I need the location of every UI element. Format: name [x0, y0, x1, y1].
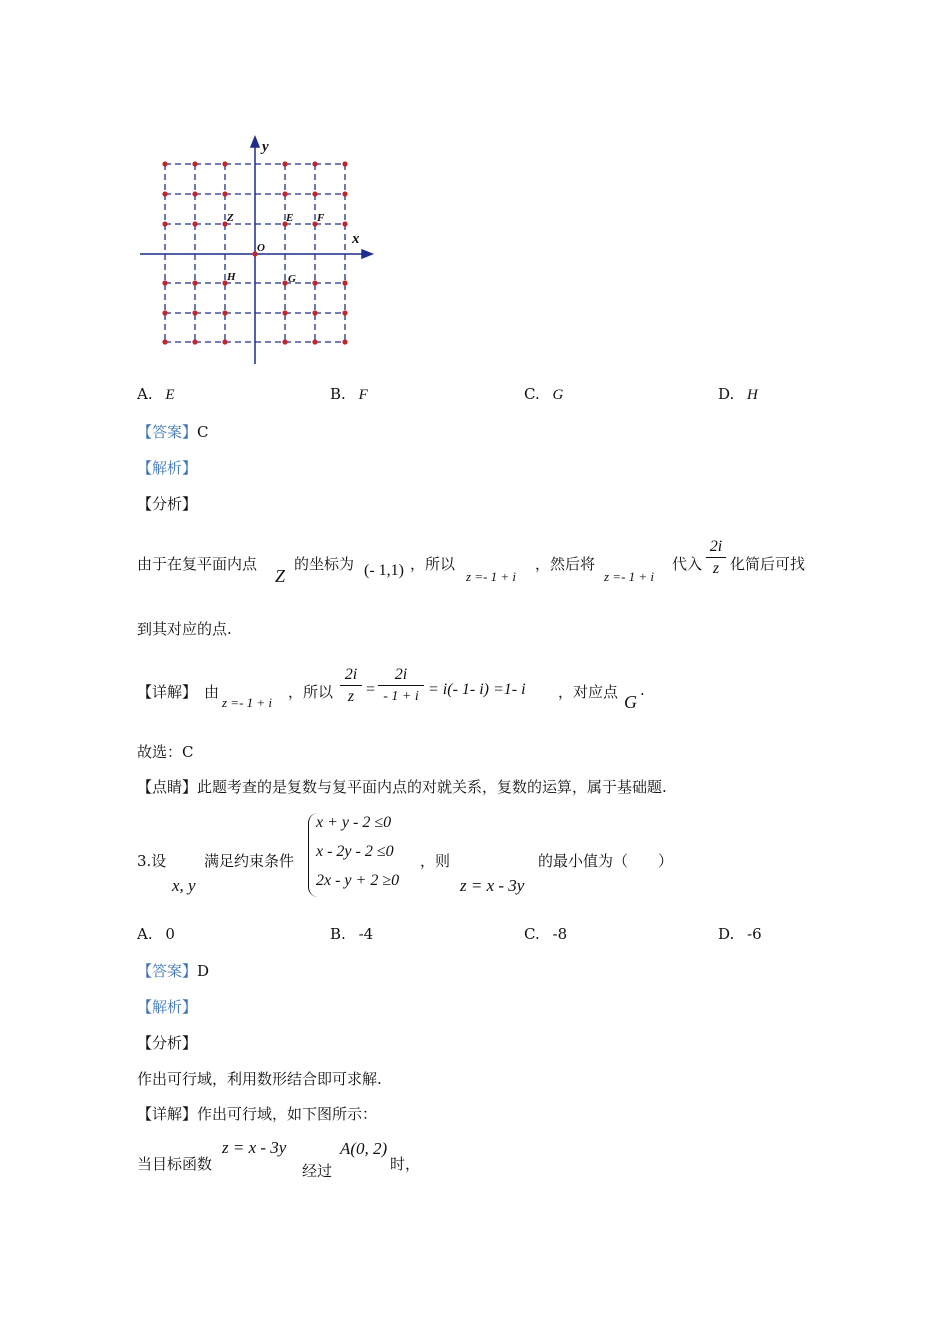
q3-last-z: z = x - 3y: [222, 1138, 287, 1157]
point-label-z: Z: [227, 212, 234, 224]
q2-analysis-tag: 【解析】: [137, 459, 198, 477]
lattice-dot: [192, 339, 197, 344]
q2-z-eq: z =- 1 + i: [466, 569, 517, 584]
q3-z-expr: z = x - 3y: [460, 876, 525, 895]
lattice-dot: [312, 280, 317, 285]
q3-stem-mid: 满足约束条件: [204, 852, 295, 870]
fraction-numerator: 2i: [709, 538, 723, 555]
y-axis-arrow: [251, 137, 259, 147]
detail-tag: 【详解】: [137, 1105, 198, 1123]
point-label-f: F: [317, 212, 325, 224]
q3-last-text-3: 时，: [390, 1155, 421, 1173]
x-axis-arrow: [362, 250, 372, 258]
q2-analysis-line-2: 到其对应的点.: [137, 620, 232, 638]
q3-analysis-tag: 【解析】: [137, 998, 198, 1016]
q2-z-point: Z: [275, 566, 286, 586]
q3-option-b: [330, 925, 373, 943]
lattice-dot: [312, 161, 317, 166]
option-letter: C.: [524, 925, 540, 943]
option-value: -6: [747, 925, 762, 943]
q3-fenxi-tag: 【分析】: [137, 1034, 198, 1052]
q2-analysis-text-4: ，然后将: [535, 555, 596, 573]
q2-analysis-text-6: 化简后可找: [730, 555, 806, 573]
q2-detail-text-3: ，对应点: [558, 683, 619, 701]
lattice-dot: [282, 310, 287, 315]
q2-answer: [137, 421, 209, 442]
q2-detail-z-eq: z =- 1 + i: [222, 695, 273, 710]
lattice-dot: [342, 161, 347, 166]
point-label-h: H: [227, 271, 236, 283]
point-label-g: G: [288, 273, 296, 285]
axes: [140, 137, 372, 364]
lattice-dot: [342, 191, 347, 196]
q2-analysis-text-5: 代入: [672, 555, 703, 573]
answer-value: C: [197, 423, 209, 441]
q3-answer: [137, 960, 209, 981]
q3-detail: [137, 1103, 377, 1124]
q3-option-c: [524, 925, 567, 943]
option-value: H: [747, 387, 758, 403]
q3-stem-number: 3.设: [137, 852, 167, 870]
lattice-dot: [192, 221, 197, 226]
lattice-dot: [312, 191, 317, 196]
lattice-dot: [162, 339, 167, 344]
q3-comma-then: ，则: [420, 852, 451, 870]
q2-analysis-text-3: ，所以: [410, 555, 456, 573]
fraction-bar: [706, 557, 726, 558]
answer-value: D: [197, 962, 210, 980]
lattice-dot: [342, 310, 347, 315]
complex-plane-figure: [130, 128, 390, 373]
fraction-numerator: 2i: [394, 666, 408, 683]
fraction-numerator: 2i: [344, 666, 358, 683]
q2-detail-text-1: 由: [204, 683, 220, 701]
option-value: -4: [358, 925, 374, 943]
q3-option-a: [137, 925, 175, 943]
option-value: -8: [552, 925, 568, 943]
lattice-dot: [162, 280, 167, 285]
q2-option-d: [718, 385, 758, 404]
lattice-dot: [282, 339, 287, 344]
lattice-dot: [312, 339, 317, 344]
lattice-dot: [222, 161, 227, 166]
y-axis-label: y: [262, 139, 269, 155]
origin-label: O: [257, 242, 265, 254]
fraction-denominator: z: [347, 688, 355, 705]
fraction-bar: [378, 685, 424, 686]
option-letter: D.: [718, 925, 735, 943]
answer-tag: 【答案】: [137, 423, 198, 441]
lattice-dot: [342, 221, 347, 226]
lattice-dot: [162, 310, 167, 315]
lattice-dot: [282, 280, 287, 285]
q3-stem-end: 的最小值为（ ）: [538, 852, 674, 870]
lattice-dot: [192, 310, 197, 315]
fraction-denominator: - 1 + i: [383, 689, 419, 704]
lattice-dot: [192, 161, 197, 166]
detail-text: 作出可行域，如下图所示：: [197, 1105, 378, 1123]
dianjing-tag: 【点睛】: [137, 778, 198, 796]
lattice-dot: [162, 191, 167, 196]
option-letter: C.: [524, 385, 540, 403]
q3-last-text-1: 当目标函数: [137, 1155, 213, 1173]
q2-option-c: [524, 385, 563, 404]
point-label-e: E: [286, 212, 294, 224]
q3-constraint-2: x - 2y - 2 ≤0: [316, 843, 394, 860]
q2-choose: 故选：C: [137, 743, 194, 761]
x-axis-label: x: [352, 231, 360, 247]
lattice-dot: [312, 310, 317, 315]
q2-option-a: [137, 385, 175, 404]
option-value: 0: [165, 925, 175, 943]
q2-fenxi-tag: 【分析】: [137, 495, 198, 513]
q3-fenxi-text: 作出可行域，利用数形结合即可求解.: [137, 1070, 382, 1088]
lattice-dot: [162, 161, 167, 166]
lattice-dot: [282, 161, 287, 166]
option-letter: B.: [330, 385, 346, 403]
option-letter: D.: [718, 385, 735, 403]
q2-detail-tag: 【详解】: [137, 683, 198, 701]
q2-detail-text-2: ，所以: [288, 683, 334, 701]
q2-detail-eq-sign: =: [366, 681, 376, 698]
q2-fraction: [706, 538, 726, 578]
lattice-dot: [222, 339, 227, 344]
q2-z-eq-2: z =- 1 + i: [604, 569, 655, 584]
dianjing-text: 此题考查的是复数与复平面内点的对就关系，复数的运算，属于基础题.: [197, 778, 667, 796]
option-letter: B.: [330, 925, 346, 943]
q3-last-point: A(0, 2): [340, 1139, 388, 1158]
q2-option-b: [330, 385, 368, 404]
q3-constraint-3: 2x - y + 2 ≥0: [316, 872, 400, 889]
q2-coord: (- 1,1): [364, 562, 404, 579]
q2-analysis-text-2: 的坐标为: [294, 555, 355, 573]
lattice-dot: [192, 280, 197, 285]
fraction-denominator: z: [712, 560, 720, 577]
option-letter: A.: [137, 385, 153, 403]
q2-dianjing: [137, 776, 667, 797]
q2-detail-result: = i(- 1- i) =1- i: [428, 681, 526, 698]
q2-detail-end: .: [640, 681, 645, 699]
q3-option-d: [718, 925, 762, 943]
lattice-dot: [192, 191, 197, 196]
lattice-dot: [222, 191, 227, 196]
q2-analysis-text-1: 由于在复平面内点: [137, 555, 258, 573]
q3-last-text-2: 经过: [302, 1162, 333, 1180]
lattice-dot: [222, 310, 227, 315]
q3-vars: x, y: [172, 876, 196, 895]
option-letter: A.: [137, 925, 153, 943]
q2-detail-point: G: [624, 692, 637, 712]
q3-constraint-1: x + y - 2 ≤0: [316, 814, 392, 831]
lattice-dot: [342, 339, 347, 344]
fraction-bar: [340, 685, 362, 686]
option-value: F: [358, 387, 368, 403]
lattice-dot: [162, 221, 167, 226]
answer-tag: 【答案】: [137, 962, 198, 980]
q2-detail-fraction-2: [378, 666, 424, 706]
q2-detail-fraction-1: [340, 666, 362, 706]
lattice-dot: [342, 280, 347, 285]
lattice-dot: [282, 191, 287, 196]
option-value: E: [165, 387, 175, 403]
option-value: G: [552, 387, 564, 403]
